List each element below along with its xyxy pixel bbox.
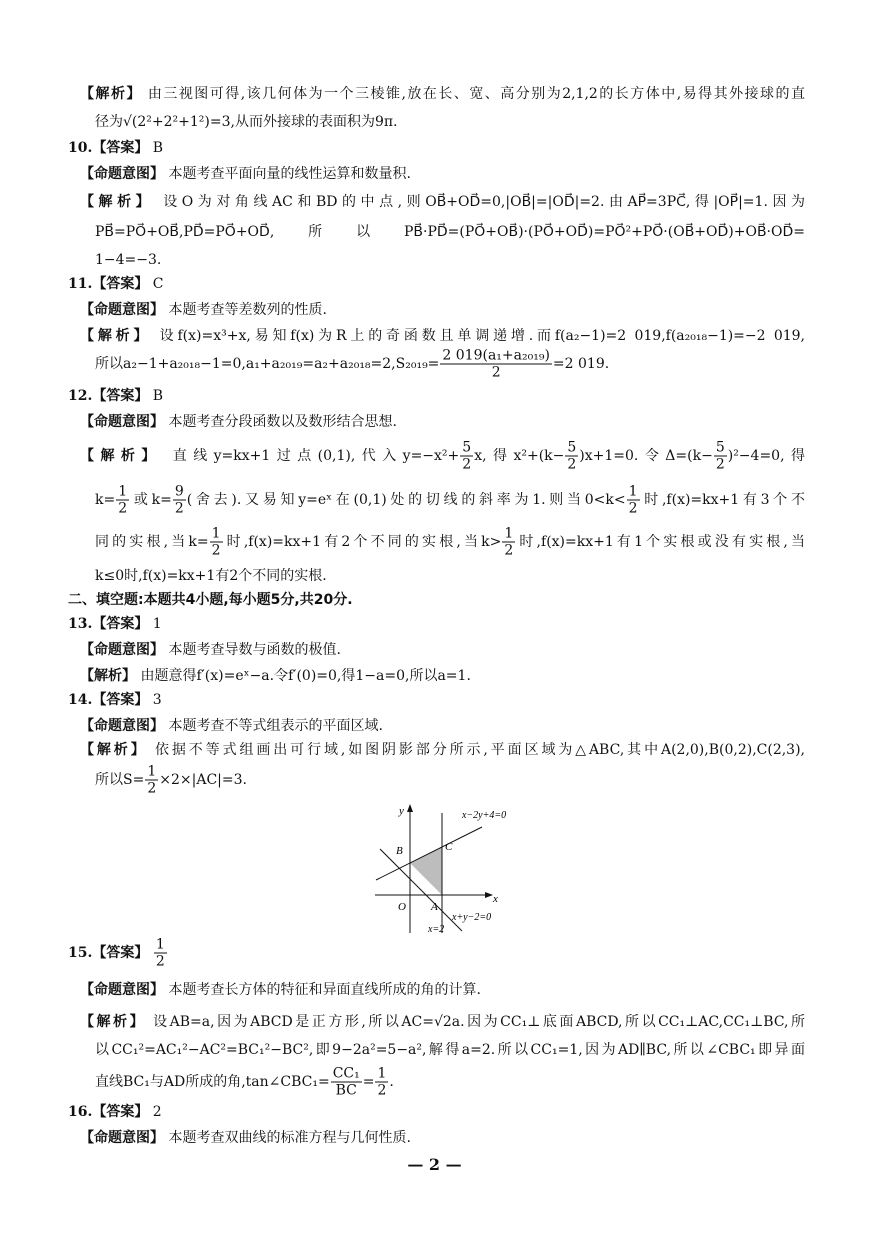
fraction xyxy=(145,764,158,797)
section-label: 【解析】 xyxy=(80,668,136,684)
fraction-numerator: 1 xyxy=(628,483,638,500)
text-run: 同的实根,当k= xyxy=(95,534,209,550)
question-number: 10. xyxy=(68,140,93,156)
text-line xyxy=(80,741,805,759)
text-line xyxy=(95,484,805,517)
text-run: 本题考查导数与函数的极值. xyxy=(164,642,341,658)
fraction xyxy=(173,484,186,517)
fraction-denominator: 2 xyxy=(118,500,128,517)
text-line xyxy=(80,641,341,659)
text-line xyxy=(68,275,164,293)
fraction-denominator: 2 xyxy=(377,1082,387,1099)
fraction xyxy=(375,1066,388,1099)
question-number: 15. xyxy=(68,945,93,961)
text-run: 时,f(x)=kx+1有2个不同的实根,当k> xyxy=(223,534,502,550)
text-line xyxy=(80,1013,805,1031)
fraction xyxy=(714,440,727,473)
text-line xyxy=(95,1041,805,1059)
section-label: 【答案】 xyxy=(92,276,149,292)
section-label: 【命题意图】 xyxy=(80,718,164,734)
text-line xyxy=(80,717,383,735)
fraction-numerator: 2 019(a₁+a₂₀₁₉) xyxy=(442,347,550,364)
text-line xyxy=(95,567,327,585)
question-number: 14. xyxy=(68,692,93,708)
section-label: 【解析】 xyxy=(80,86,142,102)
text-run: 时,f(x)=kx+1有1个实根或没有实根,当 xyxy=(516,534,805,550)
point-a-label: A xyxy=(431,901,438,913)
fraction-denominator: 2 xyxy=(715,456,725,473)
text-run: C xyxy=(148,276,164,292)
section-label: 【答案】 xyxy=(92,692,149,708)
fraction-denominator: 2 xyxy=(462,456,472,473)
section-label: 【命题意图】 xyxy=(80,982,164,998)
fraction-numerator: 9 xyxy=(174,483,184,500)
text-line xyxy=(80,301,327,319)
text-line xyxy=(68,1103,162,1121)
section-label: 【命题意图】 xyxy=(80,166,164,182)
text-line xyxy=(68,387,163,405)
text-line xyxy=(80,85,805,103)
text-run: . xyxy=(389,1074,394,1090)
text-line xyxy=(95,223,805,241)
text-run: = xyxy=(362,1074,375,1090)
text-line xyxy=(68,937,168,970)
text-line xyxy=(80,667,471,685)
text-run: 本题考查长方体的特征和异面直线所成的角的计算. xyxy=(164,982,481,998)
text-line xyxy=(80,193,805,211)
fraction xyxy=(210,526,223,559)
fraction-numerator: 1 xyxy=(211,525,221,542)
fraction-numerator: 5 xyxy=(567,439,577,456)
text-run: 以CC₁²=AC₁²−AC²=BC₁²−BC²,即9−2a²=5−a²,解得a=2.所以CC₁=1,因为AD∥BC,所以∠CBC₁即异面 xyxy=(95,1042,805,1058)
fraction xyxy=(440,348,552,381)
section-label: 【解析】 xyxy=(80,448,162,464)
page-number: — 2 — xyxy=(407,1155,462,1174)
section-label: 【命题意图】 xyxy=(80,1130,164,1146)
question-number: 12. xyxy=(68,388,93,404)
fraction-numerator: 5 xyxy=(715,439,725,456)
text-run: 时,f(x)=kx+1有3个不 xyxy=(640,492,805,508)
text-run: 直线BC₁与AD所成的角,tan∠CBC₁= xyxy=(95,1074,330,1090)
text-line xyxy=(95,251,161,269)
fraction-numerator: 1 xyxy=(504,525,514,542)
text-run: 本题考查不等式组表示的平面区域. xyxy=(164,718,383,734)
fraction xyxy=(627,484,640,517)
fraction xyxy=(460,440,473,473)
section-label: 二、填空题:本题共4小题,每小题5分,共20分. xyxy=(68,592,353,608)
text-run: PB⃗=PO⃗+OB⃗,PD⃗=PO⃗+OD⃗,所以PB⃗·PD⃗=(PO⃗+OB⃗)·(PO⃗+OD⃗)=PO⃗²+PO⃗·(OB⃗+OD⃗)+OB⃗·OD⃗= xyxy=(95,224,805,240)
text-line xyxy=(95,764,247,797)
text-run: 直线y=kx+1过点(0,1),代入y=−x²+ xyxy=(161,448,460,464)
text-run: 由题意得f′(x)=eˣ−a.令f′(0)=0,得1−a=0,所以a=1. xyxy=(136,668,471,684)
x-axis-arrow-icon xyxy=(485,892,493,898)
text-run: B xyxy=(148,140,164,156)
origin-label: O xyxy=(398,901,406,913)
text-run: k≤0时,f(x)=kx+1有2个不同的实根. xyxy=(95,568,327,584)
fraction xyxy=(565,440,578,473)
fraction-denominator: BC xyxy=(335,1082,357,1099)
question-number: 13. xyxy=(68,616,93,632)
text-run: =2 019. xyxy=(552,356,610,372)
question-number: 11. xyxy=(68,276,93,292)
text-run: 依据不等式组画出可行域,如图阴影部分所示,平面区域为△ABC,其中A(2,0),B(0,2),C(2,3), xyxy=(147,742,806,758)
text-run: 设f(x)=x³+x,易知f(x)为R上的奇函数且单调递增.而f(a₂−1)=2 019,f(a₂₀₁₈−1)=−2 019, xyxy=(151,328,806,344)
section-label: 【解析】 xyxy=(80,328,152,344)
section-label: 【答案】 xyxy=(92,140,149,156)
fraction xyxy=(502,526,515,559)
text-run: 所以S= xyxy=(95,772,145,788)
fraction-denominator: 2 xyxy=(155,953,165,970)
y-axis-arrow-icon xyxy=(407,804,413,812)
text-line xyxy=(80,413,397,431)
section-label: 【答案】 xyxy=(92,616,149,632)
line2-label: x+y−2=0 xyxy=(452,912,492,923)
fraction-denominator: 2 xyxy=(491,364,501,381)
fraction xyxy=(116,484,129,517)
text-line xyxy=(68,139,163,157)
feasible-region-figure xyxy=(375,798,525,938)
text-line xyxy=(68,691,162,709)
fraction-denominator: 2 xyxy=(211,542,221,559)
fraction-numerator: 1 xyxy=(118,483,128,500)
fraction-numerator: 1 xyxy=(147,763,157,780)
fraction-numerator: 1 xyxy=(377,1065,387,1082)
fraction-numerator: 1 xyxy=(155,936,165,953)
axis-y-label: y xyxy=(399,805,404,817)
text-run: 径为√(2²+2²+1²)=3,从而外接球的表面积为9π. xyxy=(95,114,398,130)
line1-label: x−2y+4=0 xyxy=(462,810,507,821)
text-line xyxy=(95,113,398,131)
text-run: )x+1=0.令Δ=(k− xyxy=(579,448,713,464)
text-line xyxy=(80,1129,411,1147)
text-run: B xyxy=(148,388,164,404)
text-run: 设AB=a,因为ABCD是正方形,所以AC=√2a.因为CC₁⊥底面ABCD,所以CC₁⊥AC,CC₁⊥BC,所 xyxy=(146,1014,806,1030)
section-label: 【命题意图】 xyxy=(80,302,164,318)
section-label: 【解析】 xyxy=(80,194,155,210)
fraction-numerator: 5 xyxy=(462,439,472,456)
fraction-denominator: 2 xyxy=(174,500,184,517)
fraction-denominator: 2 xyxy=(147,780,157,797)
text-line xyxy=(95,348,609,381)
section-label: 【命题意图】 xyxy=(80,642,164,658)
text-run: 本题考查分段函数以及数形结合思想. xyxy=(164,414,397,430)
text-line xyxy=(80,165,411,183)
text-run: 1−4=−3. xyxy=(95,252,162,268)
text-run: ×2×|AC|=3. xyxy=(159,772,247,788)
axis-x-label: x xyxy=(493,893,498,905)
point-c-label: C xyxy=(445,841,453,853)
text-run: 2 xyxy=(148,1104,162,1120)
text-line xyxy=(68,591,353,609)
fraction-denominator: 2 xyxy=(567,456,577,473)
section-label: 【解析】 xyxy=(80,742,148,758)
text-run: 本题考查等差数列的性质. xyxy=(164,302,327,318)
fraction-denominator: 2 xyxy=(504,542,514,559)
text-run: 1 xyxy=(148,616,162,632)
text-run: x,得x²+(k− xyxy=(474,448,565,464)
text-run: 或k= xyxy=(130,492,172,508)
question-number: 16. xyxy=(68,1104,93,1120)
text-run: k= xyxy=(95,492,116,508)
section-label: 【解析】 xyxy=(80,1014,147,1030)
shaded-triangle-abc xyxy=(410,847,442,895)
text-line xyxy=(68,615,162,633)
text-run: )²−4=0,得 xyxy=(727,448,805,464)
text-run: 本题考查平面向量的线性运算和数量积. xyxy=(164,166,411,182)
text-line xyxy=(80,981,481,999)
text-run: 由三视图可得,该几何体为一个三棱锥,放在长、宽、高分别为2,1,2的长方体中,易得其外接球的直 xyxy=(141,86,805,102)
fraction xyxy=(331,1066,362,1099)
section-label: 【答案】 xyxy=(92,945,149,961)
text-run: 3 xyxy=(148,692,162,708)
text-line xyxy=(80,440,805,473)
point-b-label: B xyxy=(396,845,403,857)
fraction-numerator: CC₁ xyxy=(332,1065,360,1082)
fraction xyxy=(154,937,167,970)
section-label: 【命题意图】 xyxy=(80,414,164,430)
text-run: (舍去).又易知y=eˣ在(0,1)处的切线的斜率为1.则当0<k< xyxy=(186,492,626,508)
text-run: 所以a₂−1+a₂₀₁₈−1=0,a₁+a₂₀₁₉=a₂+a₂₀₁₈=2,S₂₀₁₉= xyxy=(95,356,440,372)
section-label: 【答案】 xyxy=(92,1104,149,1120)
line3-label: x=2 xyxy=(428,924,445,935)
text-line xyxy=(95,526,805,559)
text-run: 设O为对角线AC和BD的中点,则OB⃗+OD⃗=0,|OB⃗|=|OD⃗|=2.由AP⃗=3PC⃗,得|OP⃗|=1.因为 xyxy=(154,194,805,210)
section-label: 【答案】 xyxy=(92,388,149,404)
text-line xyxy=(80,327,805,345)
text-run xyxy=(148,945,152,961)
text-line xyxy=(95,1066,394,1099)
text-run: 本题考查双曲线的标准方程与几何性质. xyxy=(164,1130,411,1146)
fraction-denominator: 2 xyxy=(628,500,638,517)
